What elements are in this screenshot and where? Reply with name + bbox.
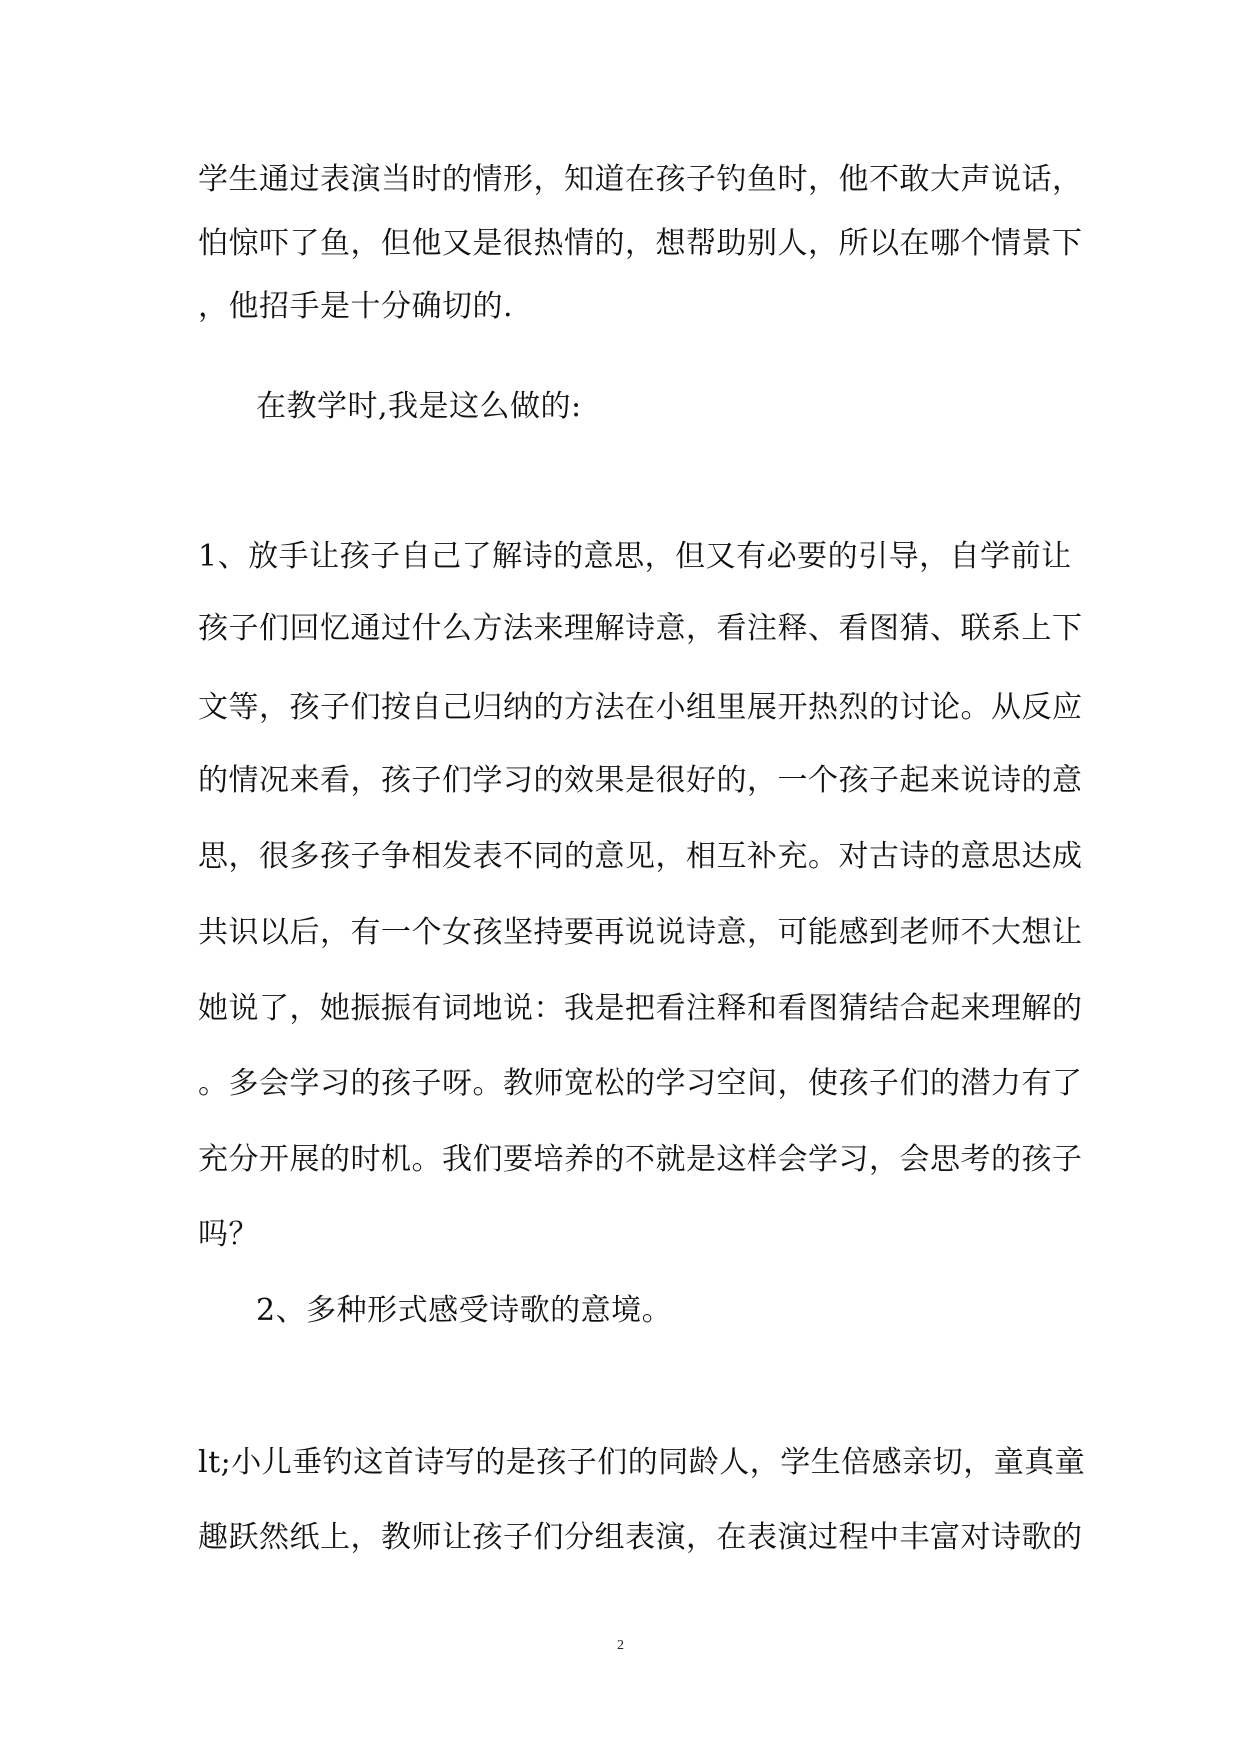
text-line: lt;小儿垂钓这首诗写的是孩子们的同龄人，学生倍感亲切，童真童 bbox=[198, 1445, 1086, 1480]
text-line: 共识以后，有一个女孩坚持要再说说诗意，可能感到老师不大想让 bbox=[198, 915, 1083, 950]
text-line: 她说了，她振振有词地说：我是把看注释和看图猜结合起来理解的 bbox=[198, 991, 1083, 1026]
text-line: 怕惊吓了鱼，但他又是很热情的，想帮助别人，所以在哪个情景下 bbox=[198, 226, 1083, 261]
text-line: 在教学时,我是这么做的: bbox=[256, 389, 582, 424]
text-line: 充分开展的时机。我们要培养的不就是这样会学习，会思考的孩子 bbox=[198, 1142, 1083, 1177]
text-line: 的情况来看，孩子们学习的效果是很好的，一个孩子起来说诗的意 bbox=[198, 763, 1083, 798]
text-line: 。多会学习的孩子呀。教师宽松的学习空间，使孩子们的潜力有了 bbox=[198, 1066, 1083, 1101]
text-line: 2、多种形式感受诗歌的意境。 bbox=[256, 1293, 673, 1328]
text-line: ，他招手是十分确切的. bbox=[198, 289, 514, 324]
text-line: 1、放手让孩子自己了解诗的意思，但又有必要的引导，自学前让 bbox=[198, 539, 1072, 574]
text-line: 吗？ bbox=[198, 1217, 259, 1252]
text-line: 文等，孩子们按自己归纳的方法在小组里展开热烈的讨论。从反应 bbox=[198, 690, 1083, 725]
text-line: 学生通过表演当时的情形，知道在孩子钓鱼时，他不敢大声说话， bbox=[198, 162, 1083, 197]
page-number: 2 bbox=[617, 1638, 624, 1653]
text-line: 趣跃然纸上，教师让孩子们分组表演，在表演过程中丰富对诗歌的 bbox=[198, 1520, 1083, 1555]
text-line: 思，很多孩子争相发表不同的意见，相互补充。对古诗的意思达成 bbox=[198, 839, 1083, 874]
text-line: 孩子们回忆通过什么方法来理解诗意，看注释、看图猜、联系上下 bbox=[198, 611, 1083, 646]
